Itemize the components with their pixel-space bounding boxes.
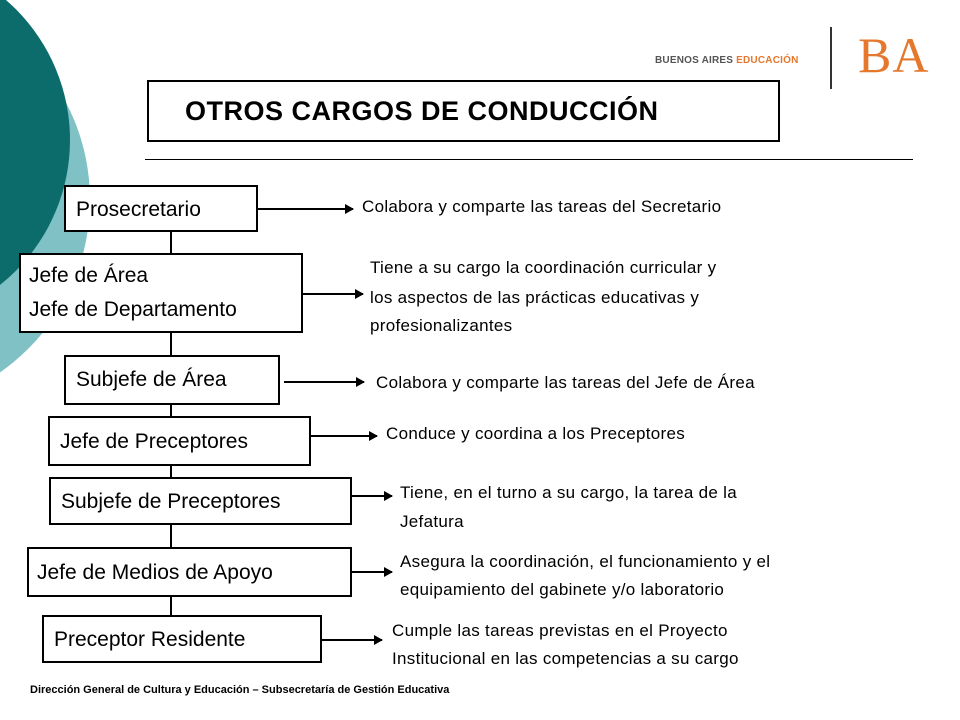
role-name: Subjefe de Preceptores	[61, 490, 281, 513]
footer-credit: Dirección General de Cultura y Educación – Subsecretaría de Gestión Educativa	[30, 684, 450, 696]
brand-name-accent: EDUCACIÓN	[733, 55, 799, 66]
role-box-prosecretario	[64, 185, 258, 232]
brand-divider	[830, 27, 832, 89]
arrow-connector	[284, 381, 364, 383]
connector-line	[170, 595, 172, 617]
role-box-preceptor-residente	[42, 615, 322, 663]
role-box-subjefe-de-preceptores	[49, 477, 352, 525]
role-description: Colabora y comparte las tareas del Jefe de Área	[376, 373, 755, 392]
role-description: los aspectos de las prácticas educativas y	[370, 288, 700, 307]
connector-line	[170, 524, 172, 549]
role-description: Colabora y comparte las tareas del Secretario	[362, 197, 722, 216]
role-name: Prosecretario	[76, 198, 201, 221]
arrow-connector	[258, 208, 353, 210]
role-description: Tiene a su cargo la coordinación curricular y	[370, 258, 717, 277]
role-description: Conduce y coordina a los Preceptores	[386, 424, 686, 443]
role-name: Jefe de Área	[29, 264, 149, 287]
role-box-jefe-de-preceptores	[48, 416, 311, 466]
role-box-jefe-de-medios-de-apoyo	[27, 547, 352, 597]
brand-name	[655, 55, 799, 66]
arrow-connector	[352, 495, 392, 497]
role-description: Cumple las tareas previstas en el Proyecto	[392, 621, 728, 640]
slide-title: OTROS CARGOS DE CONDUCCIÓN	[185, 96, 659, 126]
brand-logo: BA	[858, 27, 930, 83]
role-box-jefe-de-area	[19, 253, 303, 333]
role-name: Jefe de Preceptores	[60, 430, 248, 453]
brand-name-main: BUENOS AIRES	[655, 55, 734, 66]
arrow-connector	[352, 571, 392, 573]
role-description: equipamiento del gabinete y/o laboratorio	[400, 580, 725, 599]
role-name: Preceptor Residente	[54, 628, 246, 651]
role-description: Jefatura	[400, 512, 464, 531]
role-description: Institucional en las competencias a su cargo	[392, 649, 739, 668]
role-name: Subjefe de Área	[76, 368, 227, 391]
role-name: Jefe de Departamento	[29, 298, 237, 321]
role-description: Tiene, en el turno a su cargo, la tarea de la	[400, 483, 738, 502]
connector-line	[170, 331, 172, 357]
arrow-connector	[322, 639, 382, 641]
title-rule	[145, 159, 913, 160]
arrow-connector	[311, 435, 377, 437]
arrow-connector	[303, 293, 363, 295]
role-description: profesionalizantes	[370, 316, 513, 335]
role-name: Jefe de Medios de Apoyo	[37, 561, 273, 584]
role-box-subjefe-de-area	[64, 355, 280, 405]
role-description: Asegura la coordinación, el funcionamiento y el	[400, 552, 771, 571]
connector-line	[170, 230, 172, 255]
